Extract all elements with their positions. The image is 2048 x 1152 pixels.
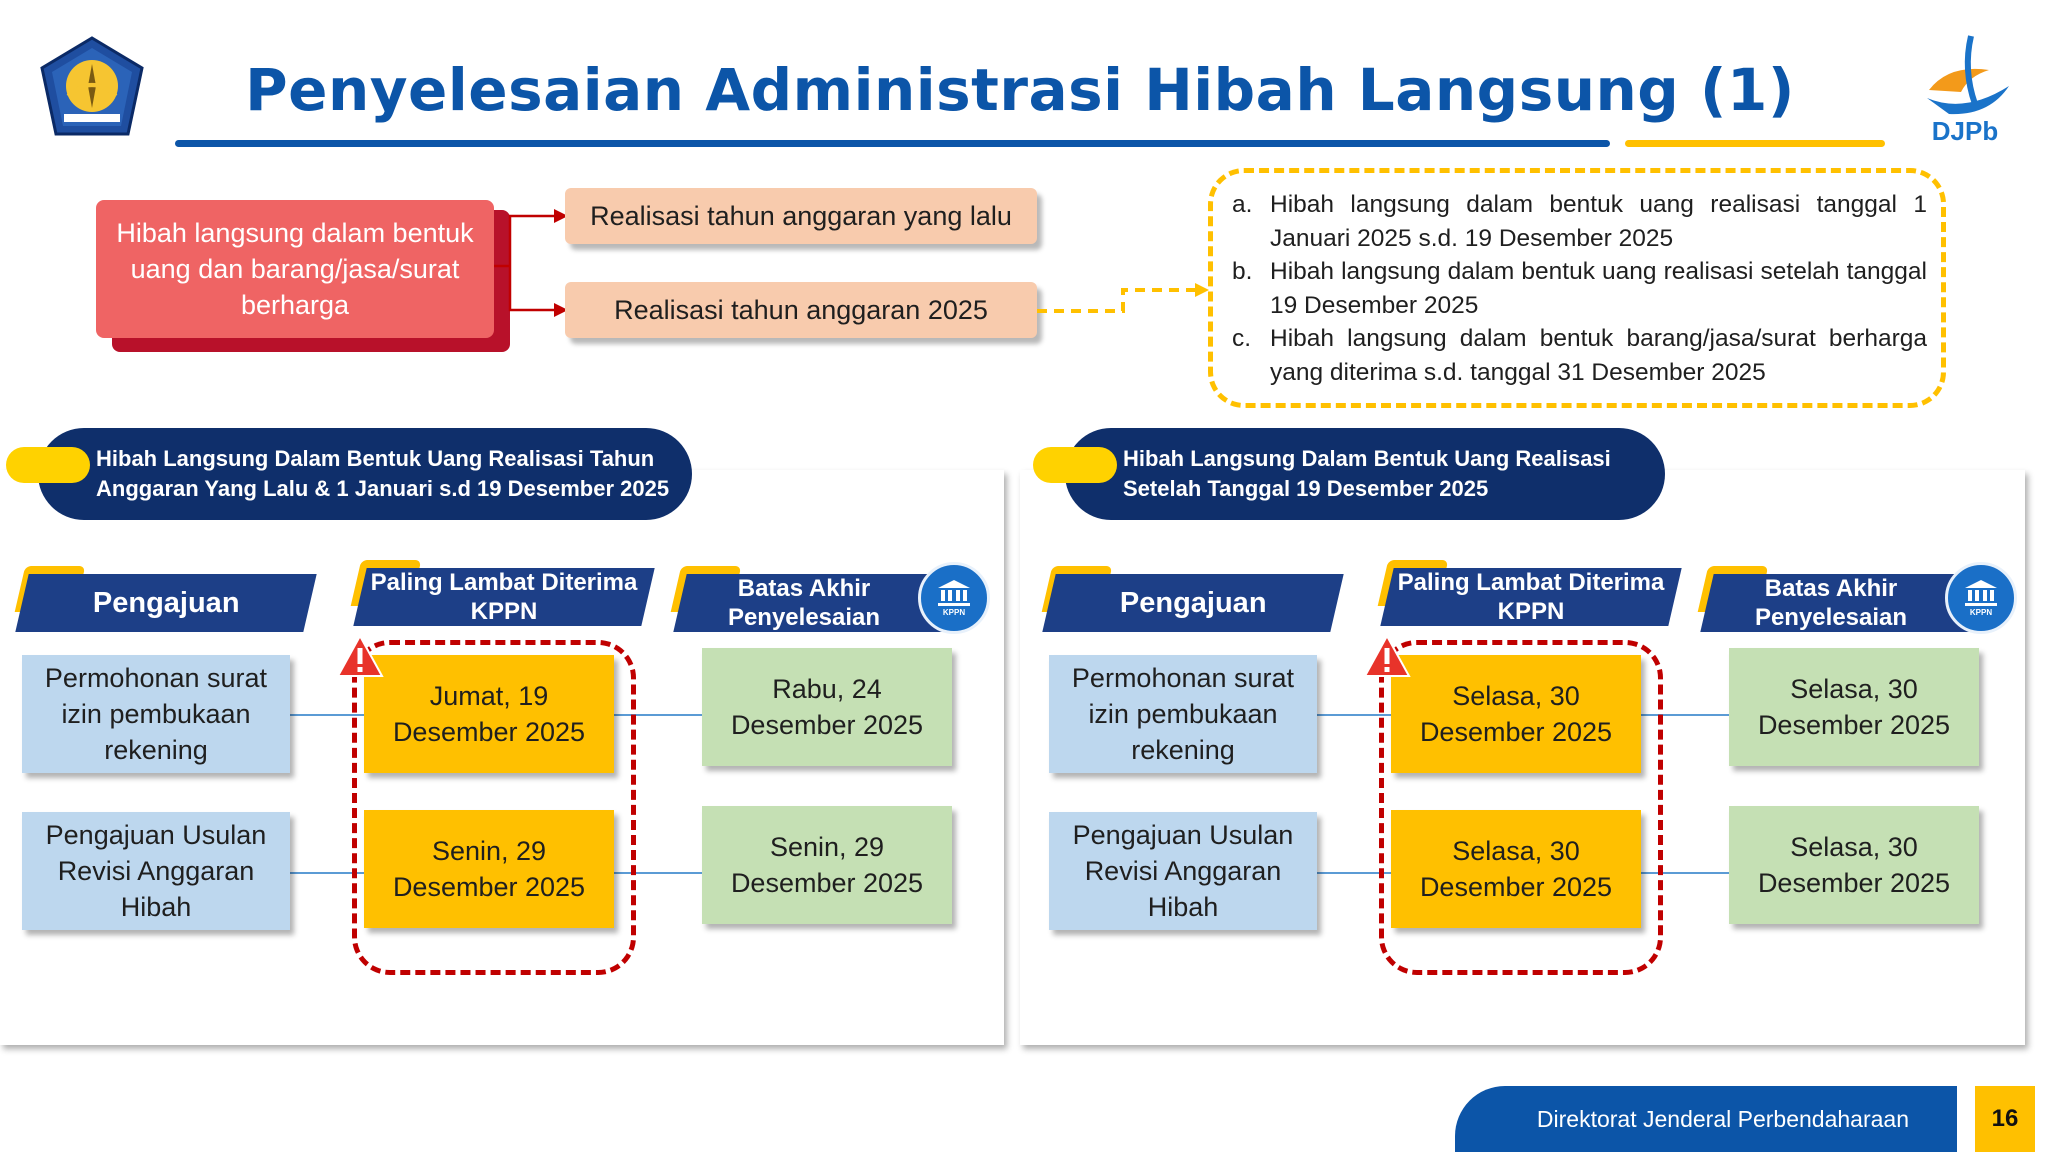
kppn-label: KPPN [1969,608,1993,617]
footer-organization [1455,1086,1957,1152]
table-cell-batas: Rabu, 24 Desember 2025 [702,648,952,766]
column-header-pengajuan: Pengajuan [1042,574,1343,632]
column-header-diterima: Paling Lambat Diterima KPPN [353,568,654,626]
table-cell-batas: Selasa, 30 Desember 2025 [1729,648,1979,766]
table-cell-pengajuan: Permohonan surat izin pembukaan rekening [1049,655,1317,773]
deadline-highlight [1379,640,1663,975]
note-item [1232,188,1927,255]
note-item [1232,322,1927,389]
column-header-pengajuan: Pengajuan [15,574,316,632]
source-box-label: Hibah langsung dalam bentuk uang dan barang/jasa/surat berharga [116,218,474,320]
table-cell-diterima: Jumat, 19 Desember 2025 [364,655,614,773]
bank-building-icon [1945,562,2017,634]
table-cell-batas: Selasa, 30 Desember 2025 [1729,806,1979,924]
arrow-icon [1195,283,1209,297]
note-item [1232,255,1927,322]
panel-right-title-text: Hibah Langsung Dalam Bentuk Uang Realisasi Setelah Tanggal 19 Desember 2025 [1123,446,1611,501]
table-cell-diterima: Selasa, 30 Desember 2025 [1391,655,1641,773]
table-cell-batas: Senin, 29 Desember 2025 [702,806,952,924]
djpb-logo-text: DJPb [1931,116,1999,146]
bank-building-icon [918,562,990,634]
note-letter: a. [1232,191,1253,218]
note-text: Hibah langsung dalam bentuk uang realisasi tanggal 1 Januari 2025 s.d. 19 Desember 2025 [1270,191,1927,252]
kemenkeu-logo [34,34,150,142]
warning-icon [336,634,384,678]
title-underline [175,140,1610,147]
note-letter: b. [1232,258,1253,285]
column-header-diterima: Paling Lambat Diterima KPPN [1380,568,1681,626]
table-cell-diterima: Senin, 29 Desember 2025 [364,810,614,928]
table-cell-pengajuan: Pengajuan Usulan Revisi Anggaran Hibah [22,812,290,930]
page-number: 16 [1975,1086,2035,1152]
column-header-batas: Batas Akhir Penyelesaian [1700,574,2001,632]
kppn-label: KPPN [942,608,966,617]
notes-list [1232,188,1927,389]
panel-left-title-dot [6,447,90,483]
table-cell-pengajuan: Permohonan surat izin pembukaan rekening [22,655,290,773]
table-cell-diterima: Selasa, 30 Desember 2025 [1391,810,1641,928]
branch-current-year [565,282,1037,338]
branch-connector [494,196,570,326]
column-header-batas: Batas Akhir Penyelesaian [673,574,974,632]
panel-left-title [38,428,692,520]
title-underline-accent [1625,140,1885,147]
footer-organization-text: Direktorat Jenderal Perbendaharaan [1536,1105,1909,1132]
branch-previous-year [565,188,1037,244]
branch-previous-year-label: Realisasi tahun anggaran yang lalu [590,200,1012,231]
branch-current-year-label: Realisasi tahun anggaran 2025 [614,294,988,325]
panel-right-title-dot [1033,447,1117,483]
note-text: Hibah langsung dalam bentuk barang/jasa/surat berharga yang diterima s.d. tanggal 31 Desember 2025 [1270,325,1927,386]
note-letter: c. [1232,325,1252,352]
source-box [96,200,494,338]
deadline-highlight [352,640,636,975]
warning-icon [1363,634,1411,678]
note-text: Hibah langsung dalam bentuk uang realisasi setelah tanggal 19 Desember 2025 [1270,258,1927,319]
djpb-logo [1905,30,2025,148]
table-cell-pengajuan: Pengajuan Usulan Revisi Anggaran Hibah [1049,812,1317,930]
callout-connector [1037,278,1217,318]
panel-left-title-text: Hibah Langsung Dalam Bentuk Uang Realisasi Tahun Anggaran Yang Lalu & 1 Januari s.d 19 Desember 2025 [96,446,670,501]
page-title: Penyelesaian Administrasi Hibah Langsung (1) [245,56,1795,124]
panel-right-title [1065,428,1665,520]
